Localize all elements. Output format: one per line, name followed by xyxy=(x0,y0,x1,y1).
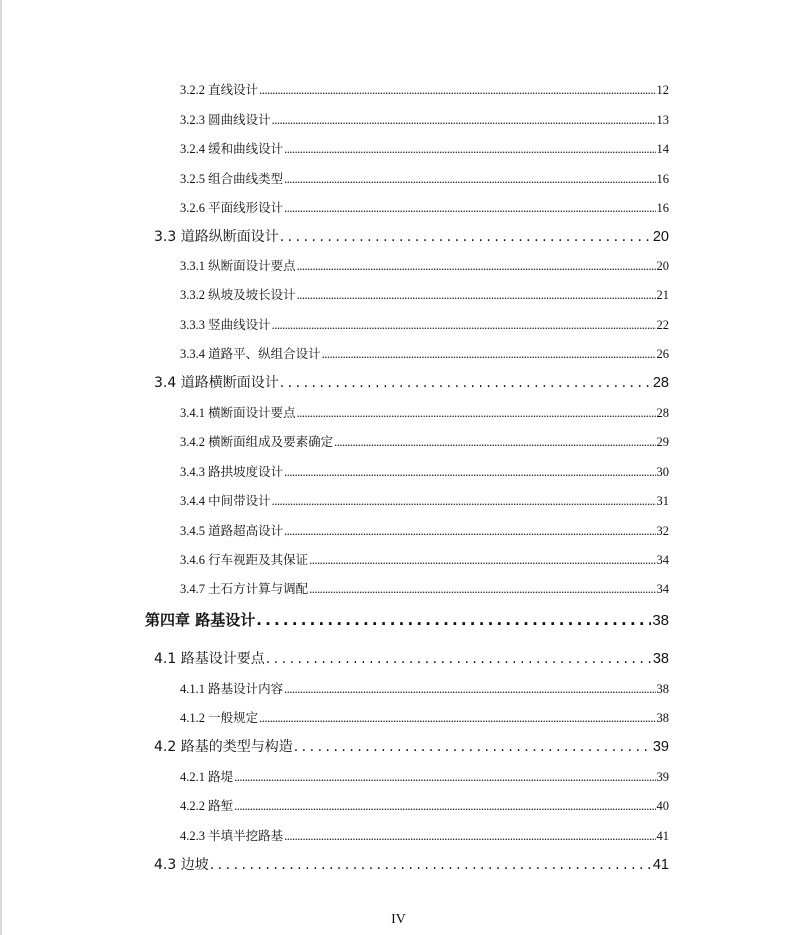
toc-entry-3-4-5[interactable] xyxy=(180,521,669,539)
toc-entry-label: 3.3.1 纵断面设计要点 xyxy=(180,259,296,273)
toc-page-number: 20 xyxy=(652,229,669,245)
toc-leader-dots xyxy=(210,857,652,873)
toc-page-number: 31 xyxy=(656,494,669,508)
toc-page-number: 41 xyxy=(652,857,669,873)
toc-entry-label: 3.2.5 组合曲线类型 xyxy=(180,172,284,186)
toc-entry-label: 3.4.1 横断面设计要点 xyxy=(180,406,296,420)
toc-entry-3-3-2[interactable] xyxy=(180,285,669,303)
toc-page-number: 34 xyxy=(656,553,669,567)
toc-entry-4-2-1[interactable] xyxy=(180,767,669,785)
toc-entry-label: 3.4 道路横断面设计 xyxy=(154,375,279,391)
toc-leader-dots xyxy=(256,611,651,629)
toc-entry-3-2-6[interactable] xyxy=(180,198,669,216)
toc-entry-3-4[interactable] xyxy=(154,372,669,392)
toc-page-number: 38 xyxy=(652,651,669,667)
toc-leader-dots xyxy=(284,524,655,539)
toc-entry-label: 3.2.2 直线设计 xyxy=(180,83,259,97)
toc-entry-label: 3.4.5 道路超高设计 xyxy=(180,524,284,538)
toc-page-number: 30 xyxy=(656,465,669,479)
toc-entry-4-3[interactable] xyxy=(154,854,669,874)
toc-entry-label: 3.2.3 圆曲线设计 xyxy=(180,113,271,127)
toc-entry-label: 4.1.1 路基设计内容 xyxy=(180,682,284,696)
toc-page-number: 16 xyxy=(656,201,669,215)
toc-leader-dots xyxy=(284,465,655,480)
toc-leader-dots xyxy=(334,435,655,450)
toc-page-number: 39 xyxy=(656,770,669,784)
page-footer-number: IV xyxy=(391,912,406,927)
toc-entry-label: 4.2 路基的类型与构造 xyxy=(154,739,293,755)
toc-entry-label: 3.4.6 行车视距及其保证 xyxy=(180,553,309,567)
toc-page-number: 29 xyxy=(656,435,669,449)
toc-page-number: 20 xyxy=(656,259,669,273)
toc-leader-dots xyxy=(284,829,655,844)
toc-entry-label: 3.3 道路纵断面设计 xyxy=(154,229,279,245)
toc-entry-3-3-1[interactable] xyxy=(180,256,669,274)
toc-page-number: 38 xyxy=(656,682,669,696)
toc-entry-label: 4.3 边坡 xyxy=(154,857,209,873)
toc-entry-label: 3.4.3 路拱坡度设计 xyxy=(180,465,284,479)
toc-entry-3-4-7[interactable] xyxy=(180,579,669,597)
toc-leader-dots xyxy=(284,201,655,216)
toc-entry-label: 第四章 路基设计 xyxy=(145,611,256,629)
toc-page-number: 22 xyxy=(656,318,669,332)
toc-entry-3-2-5[interactable] xyxy=(180,169,669,187)
toc-entry-4-2-2[interactable] xyxy=(180,796,669,814)
toc-page-number: 41 xyxy=(656,829,669,843)
toc-entry-4-2[interactable] xyxy=(154,736,669,756)
toc-entry-4-1[interactable] xyxy=(154,648,669,668)
toc-entry-3-2-4[interactable] xyxy=(180,139,669,157)
page-left-edge xyxy=(0,0,2,935)
toc-page-number: 16 xyxy=(656,172,669,186)
toc-entry-label: 3.3.3 竖曲线设计 xyxy=(180,318,271,332)
toc-leader-dots xyxy=(322,347,656,362)
toc-leader-dots xyxy=(284,172,655,187)
toc-entry-3-3-3[interactable] xyxy=(180,315,669,333)
toc-page-number: 14 xyxy=(656,142,669,156)
toc-page-number: 28 xyxy=(656,406,669,420)
toc-leader-dots xyxy=(272,318,656,333)
toc-leader-dots xyxy=(266,651,652,667)
toc-entry-3-2-3[interactable] xyxy=(180,110,669,128)
toc-entry-label: 3.4.7 土石方计算与调配 xyxy=(180,582,309,596)
toc-entry-4-1-2[interactable] xyxy=(180,708,669,726)
toc-leader-dots xyxy=(297,406,656,421)
toc-page-number: 21 xyxy=(656,288,669,302)
toc-entry-3-3-4[interactable] xyxy=(180,344,669,362)
toc-entry-label: 4.2.2 路堑 xyxy=(180,799,234,813)
toc-entry-3-3[interactable] xyxy=(154,226,669,246)
toc-entry-label: 4.1 路基设计要点 xyxy=(154,651,265,667)
toc-entry-3-2-2[interactable] xyxy=(180,80,669,98)
toc-leader-dots xyxy=(309,553,655,568)
toc-page-number: 28 xyxy=(652,375,669,391)
toc-leader-dots xyxy=(272,494,656,509)
toc-entry-3-4-3[interactable] xyxy=(180,462,669,480)
toc-entry-3-4-1[interactable] xyxy=(180,403,669,421)
toc-leader-dots xyxy=(284,682,655,697)
toc-entry-3-4-4[interactable] xyxy=(180,491,669,509)
toc-entry-label: 3.2.6 平面线形设计 xyxy=(180,201,284,215)
toc-leader-dots xyxy=(234,799,655,814)
toc-leader-dots xyxy=(294,739,652,755)
toc-page-number: 39 xyxy=(652,739,669,755)
toc-page-number: 40 xyxy=(656,799,669,813)
toc-entry-4-2-3[interactable] xyxy=(180,826,669,844)
toc-entry-label: 3.2.4 缓和曲线设计 xyxy=(180,142,284,156)
toc-page-number: 38 xyxy=(652,612,669,629)
toc-entry-chapter-4[interactable] xyxy=(145,609,669,630)
toc-leader-dots xyxy=(297,288,656,303)
toc-page-number: 13 xyxy=(656,113,669,127)
toc-page-number: 32 xyxy=(656,524,669,538)
toc-page-number: 34 xyxy=(656,582,669,596)
toc-entry-3-4-6[interactable] xyxy=(180,550,669,568)
toc-leader-dots xyxy=(284,142,655,157)
toc-entry-label: 3.3.2 纵坡及坡长设计 xyxy=(180,288,296,302)
toc-entry-4-1-1[interactable] xyxy=(180,679,669,697)
toc-leader-dots xyxy=(280,375,652,391)
toc-leader-dots xyxy=(272,113,656,128)
toc-page-number: 38 xyxy=(656,711,669,725)
toc-leader-dots xyxy=(280,229,652,245)
toc-leader-dots xyxy=(309,582,655,597)
toc-entry-label: 4.1.2 一般规定 xyxy=(180,711,259,725)
toc-leader-dots xyxy=(297,259,656,274)
toc-leader-dots xyxy=(259,83,655,98)
toc-entry-label: 3.3.4 道路平、纵组合设计 xyxy=(180,347,321,361)
toc-entry-label: 4.2.3 半填半挖路基 xyxy=(180,829,284,843)
toc-leader-dots xyxy=(234,770,655,785)
toc-page-number: 26 xyxy=(656,347,669,361)
toc-entry-label: 3.4.4 中间带设计 xyxy=(180,494,271,508)
toc-leader-dots xyxy=(259,711,655,726)
toc-entry-3-4-2[interactable] xyxy=(180,432,669,450)
toc-entry-label: 4.2.1 路堤 xyxy=(180,770,234,784)
toc-page-number: 12 xyxy=(656,83,669,97)
toc-entry-label: 3.4.2 横断面组成及要素确定 xyxy=(180,435,334,449)
